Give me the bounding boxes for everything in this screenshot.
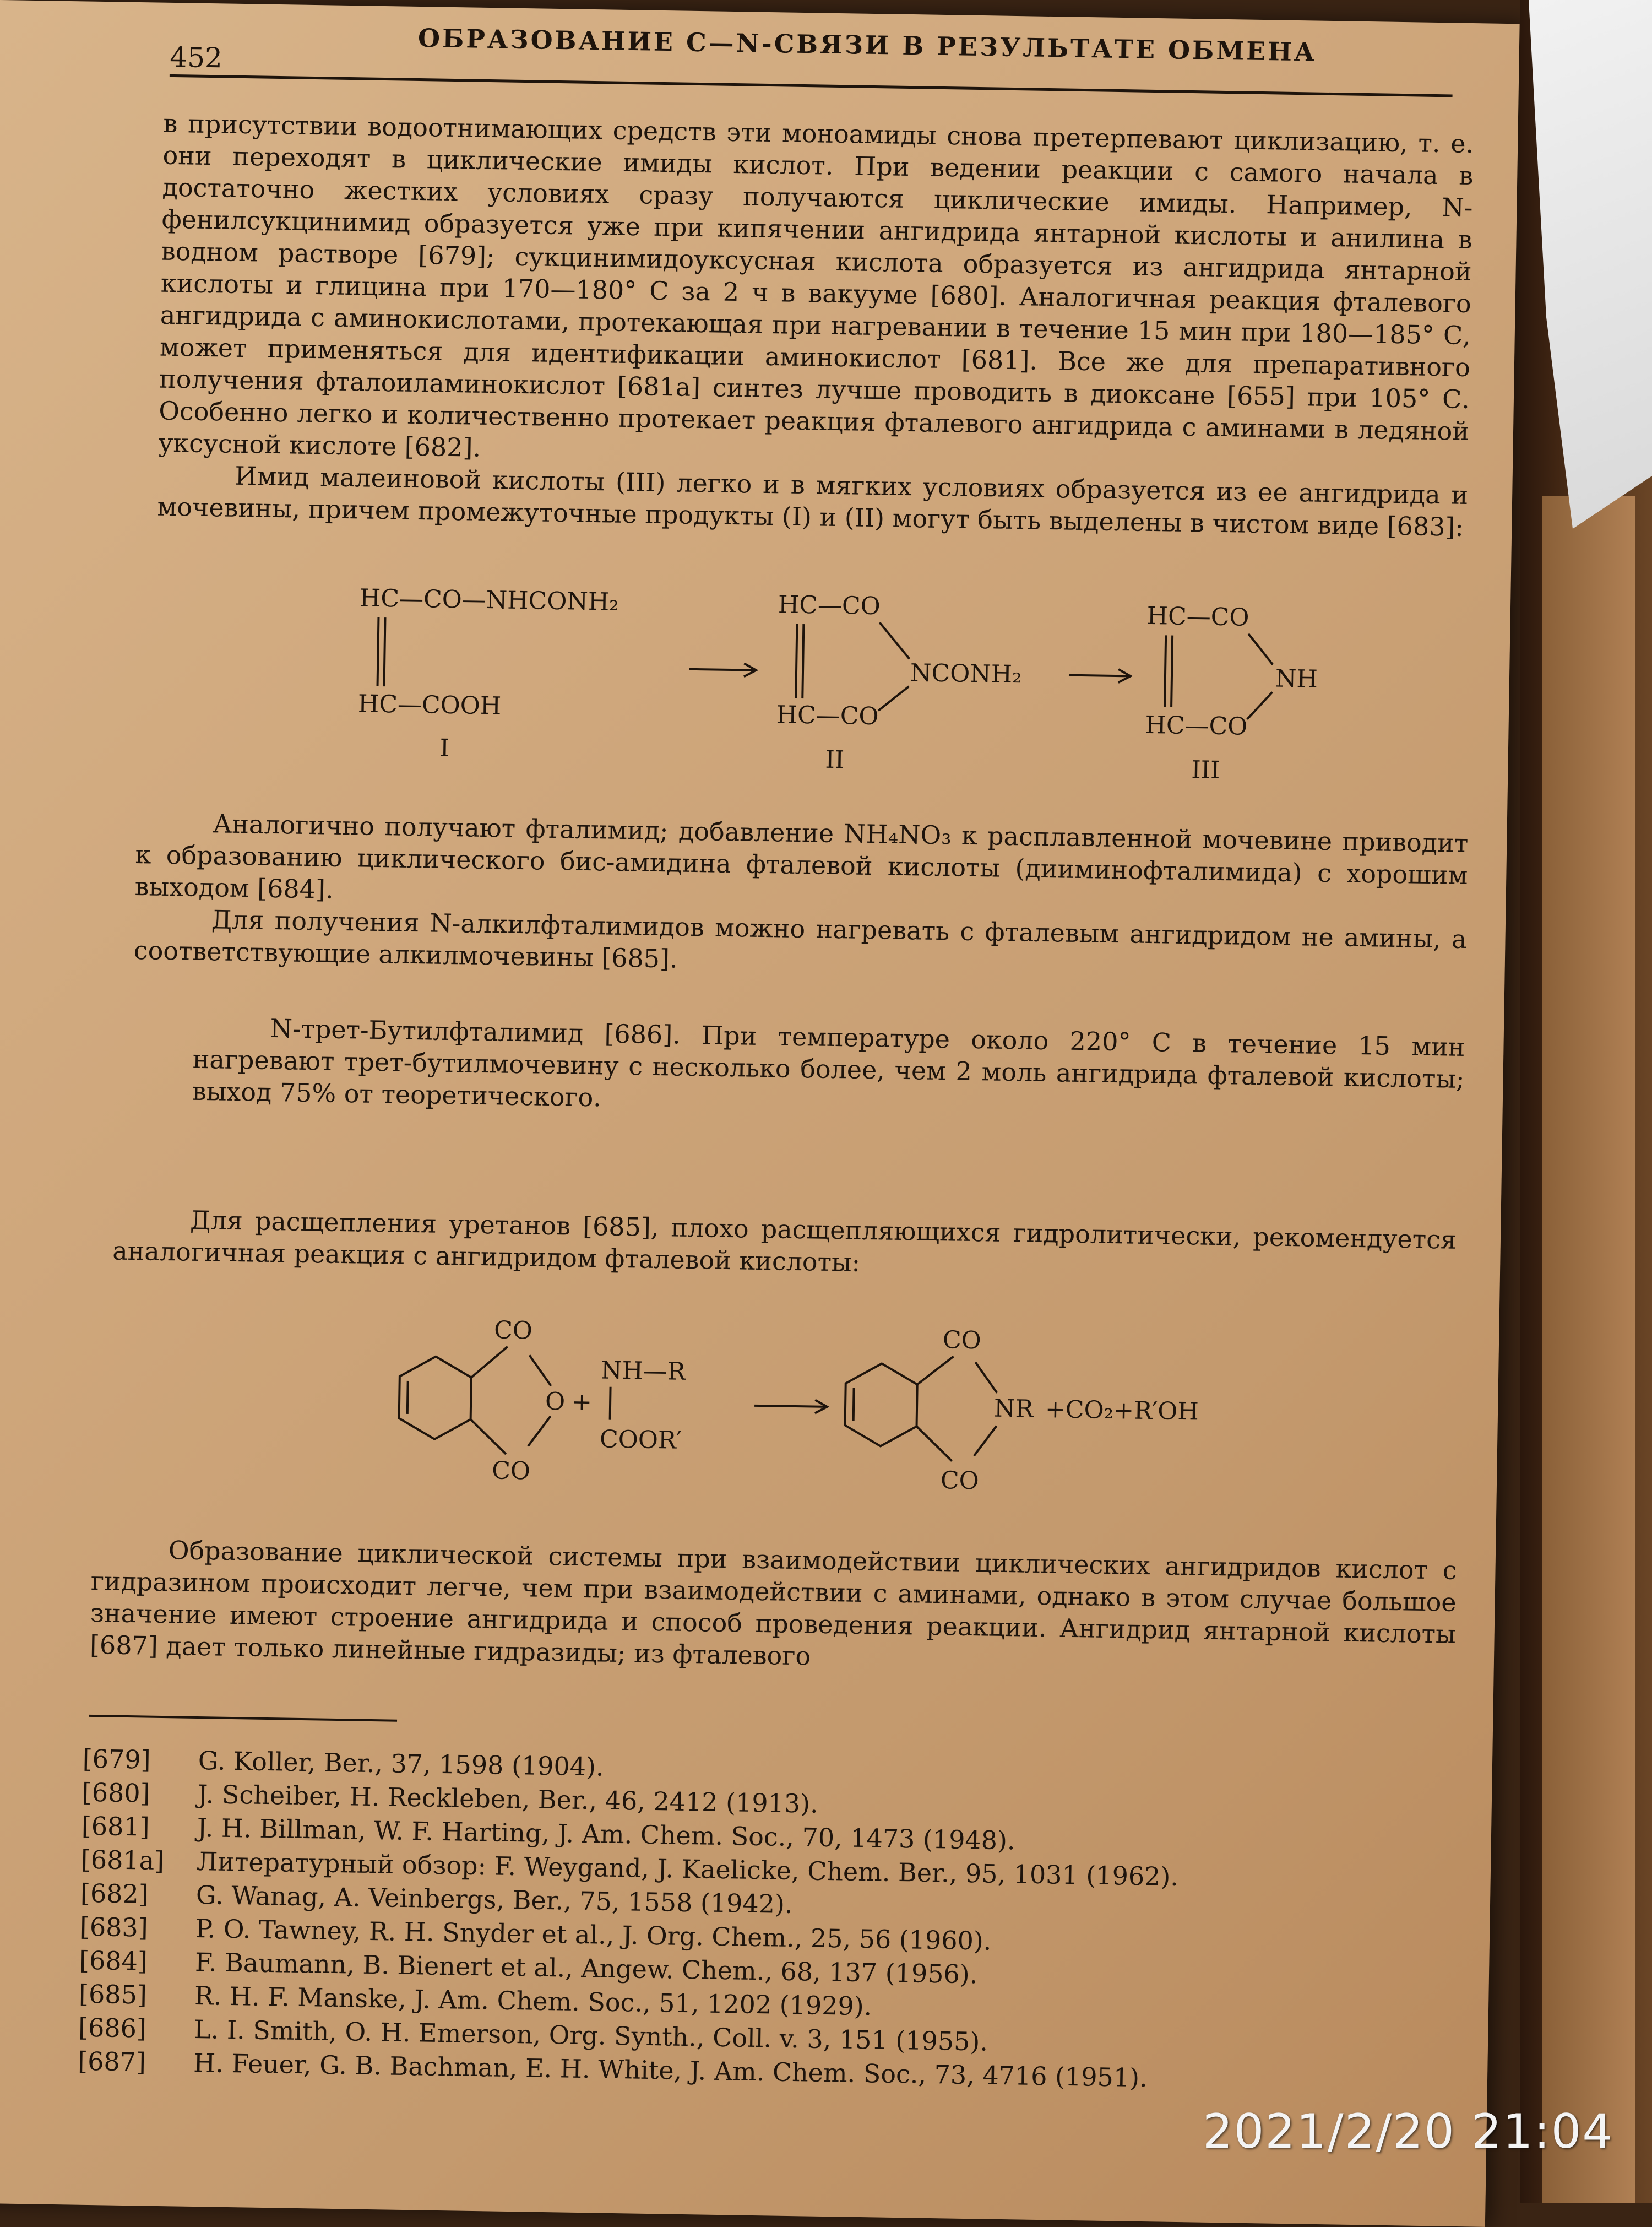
reference-key: [686] — [78, 2012, 147, 2044]
reference-text: Литературный обзор: F. Weygand, J. Kaelicke, Chem. Ber., 95, 1031 (1962). — [196, 1846, 1179, 1892]
anhydride-bond-bottom — [470, 1419, 507, 1454]
anhydride-bond-o-top — [529, 1355, 552, 1386]
compound-2-top: HC—CO — [778, 590, 881, 621]
maleimide-scheme-svg — [334, 567, 1384, 815]
imide-bond-n-bottom — [974, 1426, 997, 1456]
anhydride-co-top: CO — [493, 1316, 533, 1345]
reference-text: H. Feuer, G. B. Bachman, E. H. White, J. Am. Chem. Soc., 73, 4716 (1951). — [193, 2047, 1148, 2093]
reaction-arrow-2 — [1069, 675, 1129, 676]
page-content — [59, 12, 1474, 2093]
text-block-4 — [112, 1203, 1457, 1288]
compound-3-top: HC—CO — [1146, 602, 1249, 632]
reference-text: G. Wanag, A. Veinbergs, Ber., 75, 1558 (1942). — [195, 1880, 793, 1920]
compound-3-nitrogen: NH — [1275, 664, 1318, 693]
compound-3-double-bond — [1165, 635, 1166, 707]
running-head: ОБРАЗОВАНИЕ C—N-СВЯЗИ В РЕЗУЛЬТАТЕ ОБМЕНА — [417, 23, 1317, 67]
compound-3-bond-top — [1248, 634, 1273, 665]
compound-1-top: HC—CO—NHCONH₂ — [359, 584, 620, 616]
paragraph-7: Образование циклической системы при взаимодействии циклических ангидридов кислот с гидразином происходит легче, чем при взаимодействии с аминами, однако в этом случае большое значение имеют строение ангидрида и способ проведения реакции. Ангидрид янтарной кислоты [687] дает только линейные гидразиды; из фталевого — [89, 1535, 1457, 1671]
compound-3-bottom: HC—CO — [1145, 711, 1248, 741]
anhydride-co-bottom: CO — [491, 1456, 531, 1486]
compound-2-bond-top — [879, 622, 910, 659]
urethane-bond — [610, 1387, 611, 1420]
urethane-coor: COOR′ — [599, 1425, 682, 1455]
imide-bond-n-top — [975, 1362, 998, 1393]
anhydride-oxygen: O — [545, 1387, 566, 1416]
paragraph-5-procedure: N-трет-Бутилфталимид [686]. При температуре около 220° С в течение 15 мин нагревают трет-бутилмочевину с несколько более, чем 2 моль ангидрида фталевой кислоты; выход 75% от теоретического. — [192, 1013, 1465, 1113]
reference-key: [684] — [79, 1945, 148, 1976]
reference-text: R. H. F. Manske, J. Am. Chem. Soc., 51, 1202 (1929). — [194, 1980, 872, 2022]
compound-3-double-bond-2 — [1171, 636, 1172, 707]
photo-timestamp: 2021/2/20 21:04 — [1202, 2104, 1613, 2159]
paragraph-3: Аналогично получают фталимид; добавление NH₄NO₃ к расплавленной мочевине приводит к образованию циклического бис-амидина фталевой кислоты (дииминофталимида) с хорошим выходом [684]. — [134, 809, 1469, 904]
paragraph-1: в присутствии водоотнимающих средств эти моноамиды снова претерпевают циклизацию, т. е. они переходят в циклические имиды кислот. При ведении реакции с самого начала в достаточно жестких условиях сразу получаются циклические имиды. Например, N-фенилсукцинимид образуется уже при кипячении ангидрида янтарной кислоты и анилина в водном растворе [679]; сукцинимидоуксусная кислота образуется из ангидрида янтарной кислоты и глицина при 170—180° С за 2 ч в вакууме [680]. Аналогичная реакция фталевого ангидрида с аминокислотами, протекающая при нагревании в течение 15 мин при 180—185° С, может применяться для идентификации аминокислот [681]. Все же для препаративного получения фталоиламинокислот [681а] синтез лучше проводить в диоксане [655] при 105° С. Особенно легко и количественно протекает реакция фталевого ангидрида с аминами в ледяной уксусной кислоте [682]. — [157, 108, 1474, 463]
compound-1-double-bond — [378, 617, 379, 686]
page-header — [59, 12, 1470, 100]
urethane-nh-r: NH—R — [600, 1356, 686, 1386]
reference-text: G. Koller, Ber., 37, 1598 (1904). — [198, 1746, 605, 1782]
compound-2-double-bond-2 — [802, 624, 803, 698]
reference-key: [685] — [78, 1979, 148, 2010]
reference-key: [680] — [81, 1777, 151, 1808]
procedure-block — [192, 1011, 1465, 1127]
compound-3-label: III — [1191, 756, 1220, 784]
reference-key: [682] — [80, 1878, 149, 1909]
reference-text: P. O. Tawney, R. H. Snyder et al., J. Org. Chem., 25, 56 (1960). — [195, 1914, 992, 1956]
plus-sign-1: + — [571, 1388, 593, 1417]
footnote-rule — [89, 1715, 397, 1722]
compound-1-bottom: HC—COOH — [357, 690, 502, 720]
phthalimide-scheme-svg — [367, 1306, 1307, 1541]
phthalimide-scheme — [367, 1306, 1307, 1541]
compound-2-label: II — [825, 745, 845, 774]
paragraph-2: Имид малеиновой кислоты (III) легко и в мягких условиях образуется из ее ангидрида и мочевины, причем промежуточные продукты (I) и (II) могут быть выделены в чистом виде [683]: — [157, 460, 1469, 542]
benzene-ring-left-inner-bond — [407, 1381, 408, 1414]
references-list — [78, 1742, 1448, 2100]
maleimide-scheme — [334, 567, 1384, 815]
compound-3-bond-bottom — [1247, 692, 1273, 720]
reaction-arrow-3 — [754, 1406, 826, 1407]
imide-co-bottom: CO — [940, 1466, 980, 1495]
paragraph-4: Для получения N-алкилфталимидов можно нагревать с фталевым ангидридом не амины, а соответствующие алкилмочевины [685]. — [133, 904, 1467, 974]
compound-1-double-bond-2 — [384, 617, 385, 686]
text-block-5 — [90, 1533, 1457, 1682]
reference-text: F. Baumann, B. Bienert et al., Angew. Chem., 68, 137 (1956). — [194, 1947, 978, 1990]
text-block-1 — [157, 107, 1474, 543]
benzene-ring-right — [845, 1363, 917, 1446]
imide-bond-top — [917, 1356, 954, 1385]
benzene-ring-left — [399, 1356, 471, 1440]
compound-2-nitrogen: NCONH₂ — [910, 659, 1023, 689]
next-page-edge — [1542, 496, 1635, 2203]
reference-key: [681] — [81, 1811, 150, 1842]
compound-2-bond-bottom — [878, 686, 909, 711]
anhydride-bond-o-bottom — [528, 1416, 551, 1446]
imide-nr: NR — [993, 1394, 1034, 1423]
page-number: 452 — [169, 41, 223, 74]
imide-bond-bottom — [916, 1426, 953, 1461]
reference-key: [681a] — [80, 1844, 165, 1876]
text-block-2 — [133, 806, 1468, 987]
anhydride-bond-top — [471, 1346, 508, 1378]
paragraph-6: Для расщепления уретанов [685], плохо расщепляющихся гидролитически, рекомендуется аналогичная реакция с ангидридом фталевой кислоты: — [112, 1205, 1457, 1277]
compound-2-bottom: HC—CO — [776, 701, 879, 731]
imide-co-top: CO — [942, 1326, 982, 1355]
reference-text: J. Scheiber, H. Reckleben, Ber., 46, 2412 (1913). — [197, 1779, 819, 1819]
reference-key: [683] — [79, 1911, 149, 1943]
compound-1-label: I — [439, 734, 450, 762]
reference-text: J. H. Billman, W. F. Harting, J. Am. Chem. Soc., 70, 1473 (1948). — [197, 1813, 1016, 1856]
compound-2-double-bond — [796, 624, 797, 698]
products-byproducts: +CO₂+R′OH — [1045, 1395, 1199, 1426]
reference-text: L. I. Smith, O. H. Emerson, Org. Synth., Coll. v. 3, 151 (1955). — [193, 2014, 988, 2057]
header-rule — [170, 74, 1453, 97]
reaction-arrow-1 — [689, 669, 755, 670]
reference-key: [687] — [77, 2046, 146, 2077]
reference-key: [679] — [82, 1743, 151, 1775]
